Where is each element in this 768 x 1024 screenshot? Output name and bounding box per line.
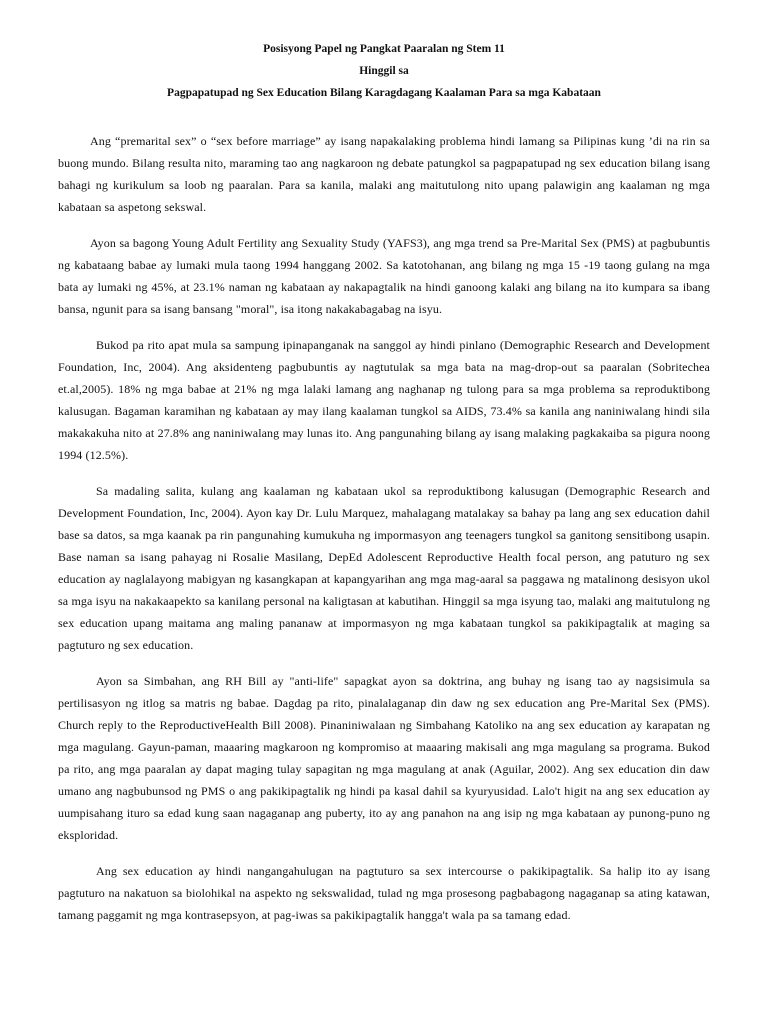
paragraph-6: Ang sex education ay hindi nangangahulugan na pagtuturo sa sex intercourse o pakikipagtalik. Sa halip ito ay isang pagtuturo na nakatuon sa biolohikal na aspekto ng sekswalidad, tulad ng mga prosesong pagbabagong nagaganap sa ating katawan, tamang paggamit ng mga kontrasepsyon, at pag-iwas sa pakikipagtalik hangga't wala pa sa tamang edad. [58,864,710,922]
paragraph-4: Sa madaling salita, kulang ang kaalaman ng kabataan ukol sa reproduktibong kalusugan (Demographic Research and Development Foundation, Inc, 2004). Ayon kay Dr. Lulu Marquez, mahalagang matalakay sa bahay pa lang ang sex education dahil base sa datos, sa mga kaanak pa rin pangunahing kumukuha ng impormasyon ang teenagers tungkol sa ganitong sensitibong usapin. Base naman sa isang pahayag ni Rosalie Masilang, DepEd Adolescent Reproductive Health focal person, ang patuturo ng sex education ay naglalayong mabigyan ng kasangkapan at kapangyarihan ang mga mag-aaral sa paggawa ng matalinong desisyon ukol sa mga isyu na nakakaapekto sa kanilang personal na kaligtasan at kabutihan. Hinggil sa mga isyung tao, malaki ang maitutulong ng sex education upang maitama ang maling pananaw at impormasyon ng mga kabataan tungkol sa pakikipagtalik at maging sa pagtuturo ng sex education. [58,484,710,652]
paragraph-5: Ayon sa Simbahan, ang RH Bill ay "anti-life" sapagkat ayon sa doktrina, ang buhay ng isang tao ay nagsisimula sa pertilisasyon ng itlog sa matris ng babae. Dagdag pa rito, pinalalaganap din daw ng sex education ang Pre-Marital Sex (PMS). Church reply to the ReproductiveHealth Bill 2008). Pinaniniwalaan ng Simbahang Katoliko na ang sex education ay karapatan ng mga magulang. Gayun-paman, maaaring magkaroon ng kompromiso at maaaring makisali ang mga magulang sa programa. Bukod pa rito, ang mga paaralan ay dapat maging tulay sapagitan ng mga magulang at anak (Aguilar, 2002). Ang sex education din daw umano ang nagbubunsod ng PMS o ang pakikipagtalik ng hindi pa kasal dahil sa kyuryusidad. Lalo't higit na ang sex education ay uumpisahang ituro sa edad kung saan nagaganap ang puberty, ito ay ang panahon na ang isip ng mga kabataan ay punong-puno ng eksploridad. [58,674,710,842]
document-body [58,130,710,926]
paragraph-1: Ang “premarital sex” o “sex before marriage” ay isang napakalaking problema hindi lamang sa Pilipinas kung ’di na rin sa buong mundo. Bilang resulta nito, maraming tao ang nagkaroon ng debate patungkol sa pagpapatupad ng sex education bilang isang bahagi ng kurikulum sa loob ng paaralan. Para sa kanila, malaki ang maitutulong nito upang palawigin ang kaalaman ng mga kabataan sa aspetong sekswal. [58,134,710,214]
title-line-2: Hinggil sa [359,65,409,77]
paragraph-3: Bukod pa rito apat mula sa sampung ipinapanganak na sanggol ay hindi pinlano (Demographic Research and Development Foundation, Inc, 2004). Ang aksidenteng pagbubuntis ay nagtutulak sa mga bata na mag-drop-out sa paaralan (Sobritechea et.al,2005). 18% ng mga babae at 21% ng mga lalaki lamang ang naghanap ng tulong para sa mga problema sa reproduktibong kalusugan. Bagaman karamihan ng kabataan ay may ilang kaalaman tungkol sa AIDS, 73.4% sa kanila ang naniniwalang hindi sila makakakuha nito at 27.8% ang naniniwalang may lunas ito. Ang pangunahing bilang ay isang malaking pagkakaiba sa pigura noong 1994 (12.5%). [58,338,710,462]
title-line-1: Posisyong Papel ng Pangkat Paaralan ng Stem 11 [263,43,505,55]
document-title [58,38,710,104]
paragraph-2: Ayon sa bagong Young Adult Fertility ang Sexuality Study (YAFS3), ang mga trend sa Pre-Marital Sex (PMS) at pagbubuntis ng kabataang babae ay lumaki mula taong 1994 hanggang 2002. Sa katotohanan, ang bilang ng mga 15 -19 taong gulang na mga bata ay lumaki ng 45%, at 23.1% naman ng kabataan ay nakapagtalik na hindi ganoong kalaki ang bilang na ito kumpara sa ibang bansa, ngunit para sa isang bansang "moral", isa itong nakakabagabag na isyu. [58,236,710,316]
title-line-3: Pagpapatupad ng Sex Education Bilang Karagdagang Kaalaman Para sa mga Kabataan [167,87,601,99]
